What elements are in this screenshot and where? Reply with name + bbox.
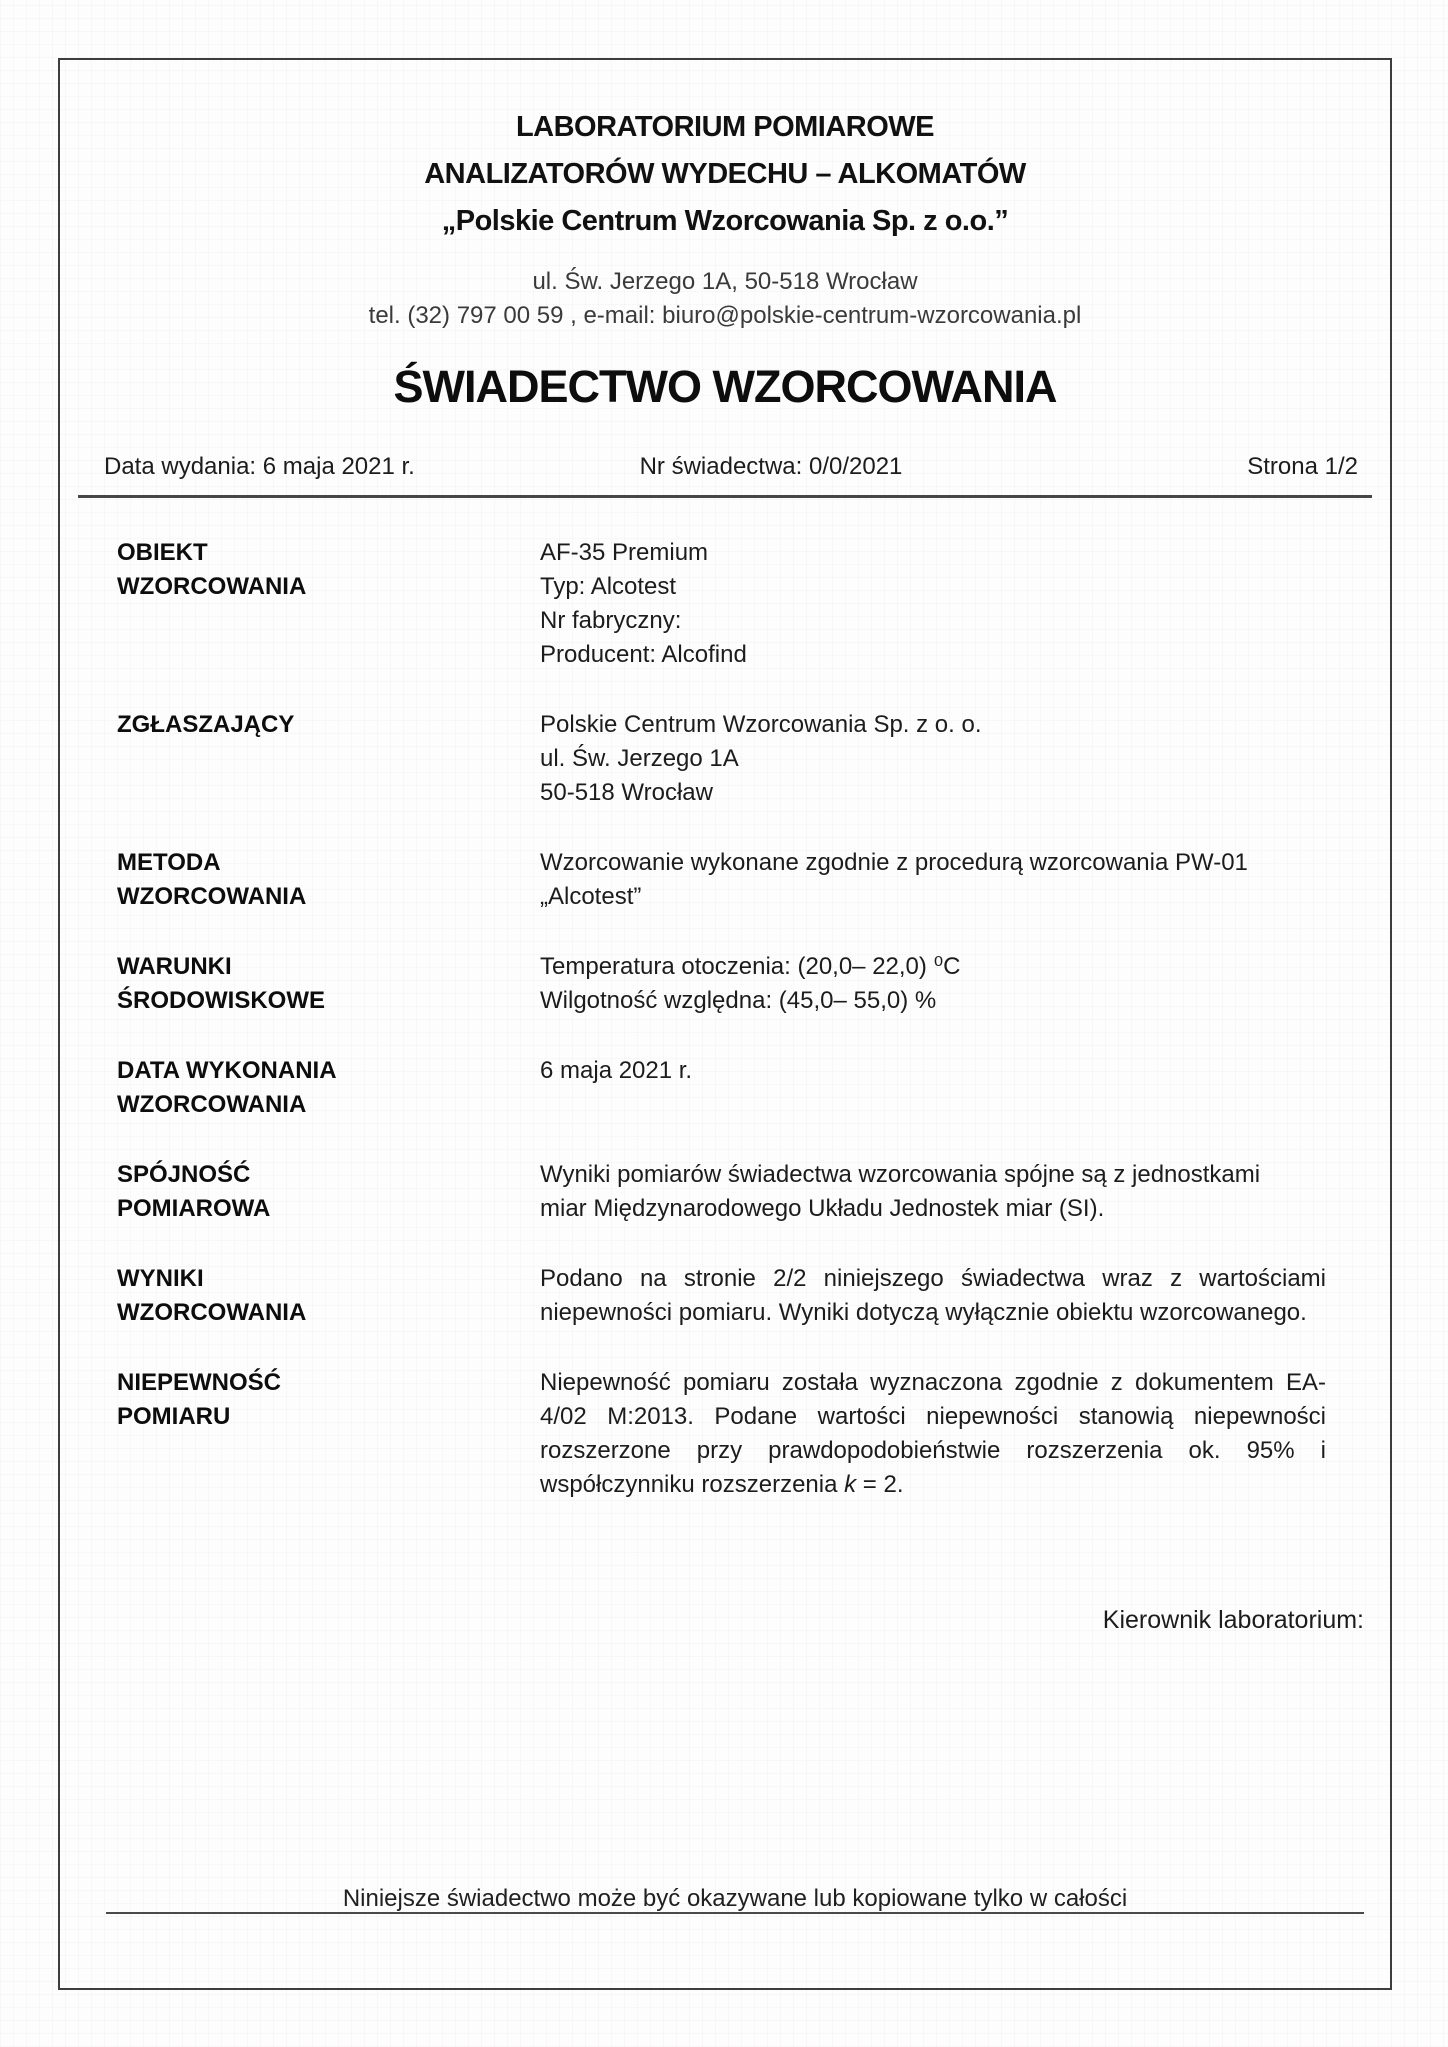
section-value-line: Producent: Alcofind [540, 641, 747, 668]
section-value [540, 1158, 1326, 1226]
section-label-line: ZGŁASZAJĄCY [117, 711, 295, 738]
section-label [117, 846, 540, 914]
lab-address-block [60, 265, 1390, 333]
section-label-line: OBIEKT [117, 539, 208, 566]
section-value-line: Temperatura otoczenia: (20,0– 22,0) ⁰C [540, 953, 961, 980]
section-warunki-srodowiskowe [60, 950, 1390, 1018]
section-value [540, 1262, 1326, 1330]
section-label-line: WZORCOWANIA [117, 1091, 307, 1118]
section-niepewnosc-pomiaru [60, 1366, 1390, 1502]
section-value [540, 950, 1326, 1018]
section-metoda-wzorcowania [60, 846, 1390, 914]
section-paragraph [540, 1366, 1326, 1502]
section-label-line: WYNIKI [117, 1265, 204, 1292]
section-label-line: WZORCOWANIA [117, 573, 307, 600]
section-label-line: DATA WYKONANIA [117, 1057, 337, 1084]
page-border-frame [58, 58, 1392, 1990]
section-value-line: Wyniki pomiarów świadectwa wzorcowania spójne są z jednostkami [540, 1161, 1261, 1188]
section-zglaszajacy [60, 708, 1390, 810]
lab-name-line-2: ANALIZATORÓW WYDECHU – ALKOMATÓW [424, 158, 1026, 190]
header-rule [78, 495, 1372, 498]
paragraph-text: Niepewność pomiaru została wyznaczona zgodnie z dokumentem EA-4/02 M:2013. Podane wartości niepewności stanowią niepewności rozszerzone przy prawdopodobieństwie rozszerzenia ok. 95% i współczynniku rozszerzenia [540, 1369, 1326, 1498]
section-value-line: Typ: Alcotest [540, 573, 677, 600]
lab-name-line-3: „Polskie Centrum Wzorcowania Sp. z o.o.” [441, 205, 1009, 237]
section-value-line: „Alcotest” [540, 883, 642, 910]
meta-row [60, 453, 1390, 481]
section-label [117, 1366, 540, 1502]
section-value-line: Wilgotność względna: (45,0– 55,0) % [540, 987, 937, 1014]
section-label-line: WZORCOWANIA [117, 1299, 307, 1326]
section-value [540, 708, 1326, 810]
section-label [117, 536, 540, 672]
section-value-line: Wzorcowanie wykonane zgodnie z procedurą wzorcowania PW-01 [540, 849, 1248, 876]
section-value-line: Polskie Centrum Wzorcowania Sp. z o. o. [540, 711, 982, 738]
section-value [540, 846, 1326, 914]
section-label [117, 1158, 540, 1226]
section-paragraph: Podano na stronie 2/2 niniejszego świadectwa wraz z wartościami niepewności pomiaru. Wyniki dotyczą wyłącznie obiektu wzorcowanego. [540, 1265, 1326, 1326]
section-value-line: 6 maja 2021 r. [540, 1057, 693, 1084]
section-label-line: METODA [117, 849, 221, 876]
coverage-factor-k: k [844, 1471, 857, 1498]
paragraph-text: = 2. [856, 1471, 904, 1498]
signature-label: Kierownik laboratorium: [1102, 1606, 1364, 1634]
section-label-line: WZORCOWANIA [117, 883, 307, 910]
footer-note: Niniejsze świadectwo może być okazywane lub kopiowane tylko w całości [106, 1885, 1364, 1914]
document-title: ŚWIADECTWO WZORCOWANIA [393, 361, 1057, 412]
section-value-line: AF-35 Premium [540, 539, 709, 566]
section-data-wykonania [60, 1054, 1390, 1122]
section-label-line: WARUNKI [117, 953, 232, 980]
section-value-line: ul. Św. Jerzego 1A [540, 745, 739, 772]
lab-address: ul. Św. Jerzego 1A, 50-518 Wrocław [532, 268, 918, 295]
section-label [117, 1262, 540, 1330]
lab-name-line-1: LABORATORIUM POMIAROWE [515, 111, 935, 143]
section-label-line: ŚRODOWISKOWE [117, 987, 325, 1014]
section-label [117, 1054, 540, 1122]
page-number: Strona 1/2 [1247, 453, 1358, 480]
sections [60, 536, 1390, 1502]
section-label [117, 708, 540, 810]
section-label-line: POMIAROWA [117, 1195, 271, 1222]
section-label-line: POMIARU [117, 1403, 231, 1430]
signature-row [60, 1606, 1390, 1635]
issue-date: Data wydania: 6 maja 2021 r. [104, 453, 415, 480]
section-spojnosc-pomiarowa [60, 1158, 1390, 1226]
section-value-line: 50-518 Wrocław [540, 779, 713, 806]
section-label [117, 950, 540, 1018]
section-value-line: Nr fabryczny: [540, 607, 682, 634]
section-value-line: miar Międzynarodowego Układu Jednostek miar (SI). [540, 1195, 1105, 1222]
section-obiekt-wzorcowania [60, 536, 1390, 672]
section-label-line: SPÓJNOŚĆ [117, 1161, 251, 1188]
lab-header [60, 104, 1390, 333]
section-label-line: NIEPEWNOŚĆ [117, 1369, 282, 1396]
section-wyniki-wzorcowania [60, 1262, 1390, 1330]
section-value [540, 1366, 1326, 1502]
certificate-number: Nr świadectwa: 0/0/2021 [639, 453, 903, 480]
section-value [540, 536, 1326, 672]
section-value [540, 1054, 1326, 1122]
lab-contact: tel. (32) 797 00 59 , e-mail: biuro@polskie-centrum-wzorcowania.pl [368, 302, 1082, 329]
